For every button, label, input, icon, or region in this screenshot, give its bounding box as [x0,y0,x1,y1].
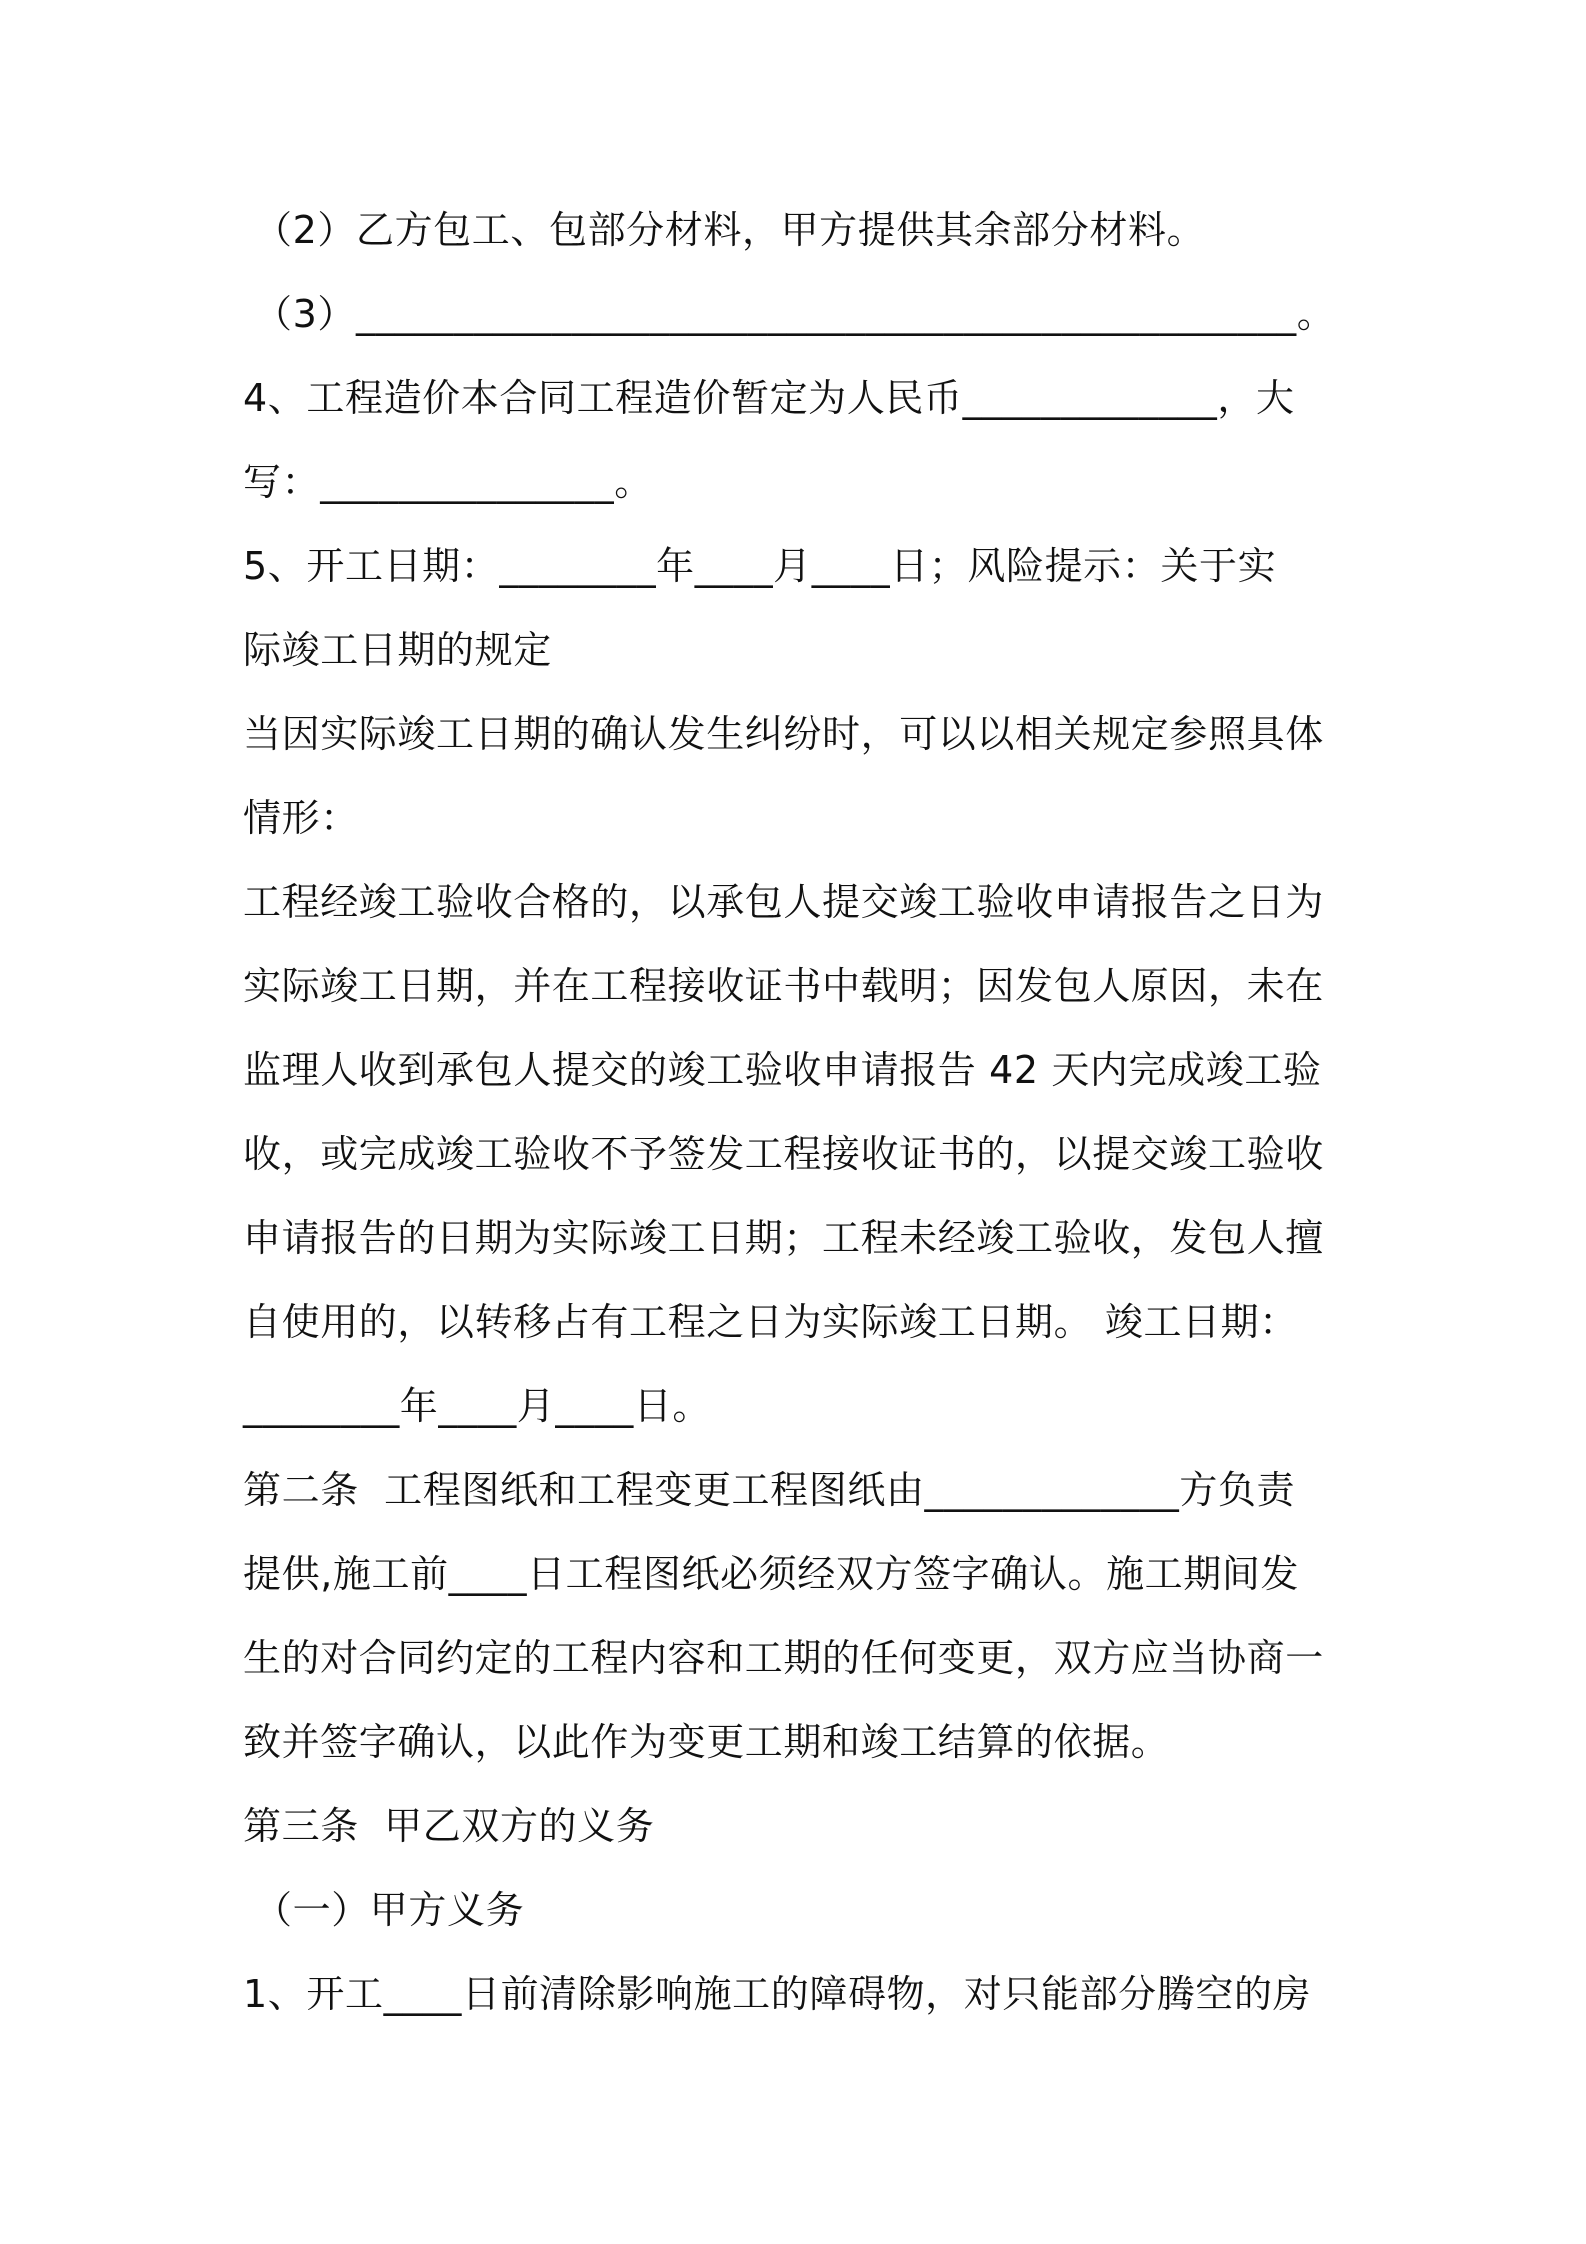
paragraph-line-16: 第二条 工程图纸和工程变更工程图纸由_____________方负责 [243,1468,1296,1512]
paragraph-line-9: 工程经竣工验收合格的，以承包人提交竣工验收申请报告之日为 [243,880,1324,924]
paragraph-line-11: 监理人收到承包人提交的竣工验收申请报告 42 天内完成竣工验 [243,1048,1322,1092]
paragraph-line-17: 提供,施工前____日工程图纸必须经双方签字确认。施工期间发 [243,1552,1300,1596]
paragraph-line-13: 申请报告的日期为实际竣工日期；工程未经竣工验收，发包人擅 [243,1216,1324,1260]
paragraph-line-8: 情形： [243,796,359,840]
paragraph-line-12: 收，或完成竣工验收不予签发工程接收证书的，以提交竣工验收 [243,1132,1324,1176]
paragraph-line-14: 自使用的，以转移占有工程之日为实际竣工日期。 竣工日期： [243,1300,1298,1344]
paragraph-line-1: （2）乙方包工、包部分材料，甲方提供其余部分材料。 [254,208,1206,252]
paragraph-line-3: 4、工程造价本合同工程造价暂定为人民币_____________，大 [243,376,1295,420]
paragraph-line-15: ________年____月____日。 [243,1384,712,1428]
paragraph-line-18: 生的对合同约定的工程内容和工期的任何变更，双方应当协商一 [243,1636,1324,1680]
paragraph-line-10: 实际竣工日期，并在工程接收证书中载明；因发包人原因，未在 [243,964,1324,1008]
paragraph-line-6: 际竣工日期的规定 [243,628,552,672]
subsection-heading-party-a: （一）甲方义务 [254,1888,525,1932]
paragraph-line-19: 致并签字确认，以此作为变更工期和竣工结算的依据。 [243,1720,1170,1764]
paragraph-line-22: 1、开工____日前清除影响施工的障碍物，对只能部分腾空的房 [243,1972,1312,2016]
paragraph-line-5: 5、开工日期：________年____月____日；风险提示：关于实 [243,544,1277,588]
paragraph-line-2: （3）________________________________________________。 [254,292,1336,336]
paragraph-line-4: 写：_______________。 [243,460,653,504]
paragraph-line-7: 当因实际竣工日期的确认发生纠纷时，可以以相关规定参照具体 [243,712,1324,756]
section-heading-article-3: 第三条 甲乙双方的义务 [243,1804,655,1848]
